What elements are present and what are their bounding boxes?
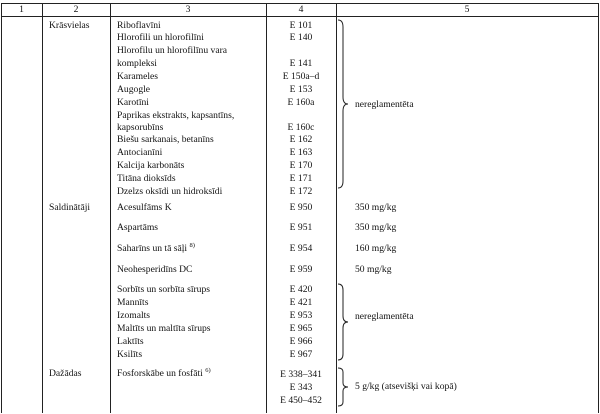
additive-name (117, 368, 211, 379)
e-code: E 171 (289, 173, 313, 184)
max-level: 5 g/kg (atsevišķi vai kopā) (355, 381, 457, 392)
e-code: E 172 (289, 186, 313, 197)
e-code: E 966 (289, 336, 313, 347)
column-header: 4 (298, 4, 304, 15)
max-level: 350 mg/kg (355, 222, 397, 233)
additive-name: Neohesperidīns DC (117, 264, 193, 275)
e-code: E 160a (287, 97, 315, 108)
max-level: 350 mg/kg (355, 202, 397, 213)
additive-name: Acesulfāms K (117, 202, 172, 213)
column-border (1, 3, 2, 413)
group-brace (336, 19, 350, 189)
category-label: Krāsvielas (49, 20, 90, 31)
additive-name: Biešu sarkanais, betanīns (117, 134, 214, 145)
e-code: E 170 (289, 160, 313, 171)
additive-name-text: Saharīns un tā sāļi (117, 243, 188, 254)
additive-name: Hlorofili un hlorofilīni (117, 32, 204, 43)
e-code: E 338–341 (280, 369, 322, 380)
category-label: Saldinātāji (49, 202, 91, 213)
e-code: E 101 (289, 20, 313, 31)
category-label: Dažādas (49, 368, 82, 379)
additive-name-text: Fosforskābe un fosfāti (117, 368, 203, 379)
e-code: E 140 (289, 32, 313, 43)
column-border (42, 3, 43, 413)
additive-name: Sorbīts un sorbīta sīrups (117, 284, 211, 295)
additive-name (117, 243, 195, 254)
e-code: E 967 (289, 349, 313, 360)
additive-name: Kalcija karbonāts (117, 160, 185, 171)
additive-name: Izomalts (117, 310, 151, 321)
e-code: E 421 (289, 297, 313, 308)
additive-name: Dzelzs oksīdi un hidroksīdi (117, 186, 223, 197)
e-code: E 163 (289, 147, 313, 158)
column-border (110, 3, 111, 413)
max-level: 50 mg/kg (355, 264, 392, 275)
e-code: E 160c (287, 122, 315, 133)
additive-name: Mannīts (117, 297, 149, 308)
column-border (598, 3, 599, 413)
additive-name: Ksilīts (117, 349, 143, 360)
additive-name: Hlorofilu un hlorofilīnu vara (117, 45, 228, 56)
e-code: E 162 (289, 134, 313, 145)
additive-name: Maltīts un maltīta sīrups (117, 323, 211, 334)
additive-name: Karotīni (117, 97, 149, 108)
header-separator (1, 16, 599, 17)
footnote-marker: 8) (189, 242, 195, 249)
max-level: 160 mg/kg (355, 243, 397, 254)
max-level: nereglamentēta (355, 99, 414, 110)
column-header: 5 (464, 4, 470, 15)
additive-name: Paprikas ekstrakts, kapsantīns, (117, 110, 235, 121)
e-code: E 141 (289, 58, 313, 69)
e-code: E 150a–d (282, 71, 320, 82)
additive-name: Aspartāms (117, 222, 159, 233)
additive-name: kapsorubīns (117, 122, 164, 133)
group-brace (336, 367, 350, 407)
column-header: 3 (185, 4, 191, 15)
additive-name: Titāna dioksīds (117, 173, 176, 184)
additive-name: Laktīts (117, 336, 144, 347)
e-code: E 153 (289, 84, 313, 95)
e-code: E 959 (289, 264, 313, 275)
e-code: E 450–452 (280, 395, 322, 406)
e-code: E 420 (289, 284, 313, 295)
group-brace (336, 283, 350, 361)
additive-name: Augogle (117, 84, 151, 95)
column-header: 1 (19, 4, 24, 15)
e-code: E 951 (289, 222, 313, 233)
e-code: E 965 (289, 323, 313, 334)
column-header: 2 (73, 4, 79, 15)
footnote-marker: 6) (205, 367, 211, 374)
additive-name: kompleksi (117, 58, 157, 69)
max-level: nereglamentēta (355, 311, 414, 322)
e-code: E 343 (289, 382, 313, 393)
additive-name: Antocianīni (117, 147, 163, 158)
e-code: E 953 (289, 310, 313, 321)
additive-name: Riboflavīni (117, 20, 161, 31)
e-code: E 954 (289, 243, 313, 254)
additive-name: Karameles (117, 71, 159, 82)
e-code: E 950 (289, 202, 313, 213)
